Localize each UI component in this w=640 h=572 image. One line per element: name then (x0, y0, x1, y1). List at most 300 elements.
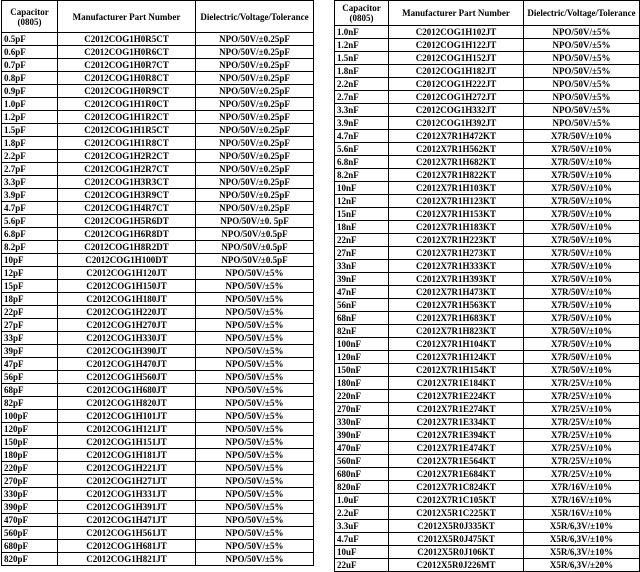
table-row (2, 215, 314, 228)
table-row (2, 462, 314, 475)
dielectric-cell: X7R/50V/±10% (524, 273, 640, 286)
part-number-cell: C2012COG1H272JT (389, 91, 524, 104)
dielectric-cell: NPO/50V/±5% (196, 540, 314, 553)
part-number-cell: C2012X7R1E184KT (389, 377, 524, 390)
table-row (2, 241, 314, 254)
table-row (335, 286, 640, 299)
part-number-cell: C2012X7R1H104KT (389, 338, 524, 351)
dielectric-cell: X7R/50V/±10% (524, 169, 640, 182)
part-number-cell: C2012X7R1H683KT (389, 312, 524, 325)
table-row (335, 234, 640, 247)
capacitance-cell: 22uF (335, 559, 389, 572)
part-number-cell: C2012X7R1E334KT (389, 416, 524, 429)
capacitance-cell: 27pF (2, 319, 58, 332)
table-row (335, 299, 640, 312)
table-row (335, 364, 640, 377)
table-row (335, 481, 640, 494)
part-number-cell: C2012X7R1C105KT (389, 494, 524, 507)
dielectric-cell: X7R/50V/±10% (524, 286, 640, 299)
dielectric-cell: NPO/50V/±0.5pF (196, 241, 314, 254)
dielectric-cell: X7R/50V/±10% (524, 221, 640, 234)
capacitance-cell: 120pF (2, 423, 58, 436)
dielectric-cell: NPO/50V/±5% (524, 26, 640, 39)
dielectric-cell: X7R/25V/±10% (524, 403, 640, 416)
dielectric-cell: NPO/50V/±5% (196, 306, 314, 319)
dielectric-cell: NPO/50V/±5% (196, 345, 314, 358)
part-number-cell: C2012X7R1H124KT (389, 351, 524, 364)
table-row (2, 33, 314, 46)
capacitance-cell: 330pF (2, 488, 58, 501)
part-number-cell: C2012COG1H222JT (389, 78, 524, 91)
dielectric-cell: NPO/50V/±5% (196, 527, 314, 540)
part-number-cell: C2012COG1H0R9CT (58, 85, 196, 98)
table-row (2, 423, 314, 436)
part-number-cell: C2012X7R1H273KT (389, 247, 524, 260)
part-number-cell: C2012X7R1E474KT (389, 442, 524, 455)
part-number-cell: C2012X7R1E274KT (389, 403, 524, 416)
table-row (2, 488, 314, 501)
capacitance-cell: 1.8pF (2, 137, 58, 150)
dielectric-cell: X7R/50V/±10% (524, 234, 640, 247)
capacitance-cell: 150pF (2, 436, 58, 449)
part-number-cell: C2012X5R0J335KT (389, 520, 524, 533)
dielectric-cell: NPO/50V/±5% (196, 267, 314, 280)
table-row (2, 540, 314, 553)
part-number-cell: C2012COG1H101JT (58, 410, 196, 423)
table-row (335, 390, 640, 403)
capacitance-cell: 220pF (2, 462, 58, 475)
capacitance-cell: 3.3uF (335, 520, 389, 533)
dielectric-cell: X7R/50V/±10% (524, 182, 640, 195)
part-number-cell: C2012X7R1H123KT (389, 195, 524, 208)
table-row (335, 182, 640, 195)
dielectric-cell: NPO/50V/±5% (524, 39, 640, 52)
table-row (335, 338, 640, 351)
table-row (2, 319, 314, 332)
table-row (2, 111, 314, 124)
table-row (335, 260, 640, 273)
dielectric-cell: NPO/50V/±5% (196, 423, 314, 436)
dielectric-cell: NPO/50V/±5% (196, 553, 314, 566)
part-number-cell: C2012X7R1H563KT (389, 299, 524, 312)
capacitance-cell: 180nF (335, 377, 389, 390)
part-number-cell: C2012X7R1H562KT (389, 143, 524, 156)
capacitance-cell: 0.7pF (2, 59, 58, 72)
capacitance-cell: 22pF (2, 306, 58, 319)
part-number-cell: C2012COG1H102JT (389, 26, 524, 39)
part-number-cell: C2012X7R1E684KT (389, 468, 524, 481)
capacitance-cell: 18nF (335, 221, 389, 234)
capacitance-cell: 12pF (2, 267, 58, 280)
table-row (2, 384, 314, 397)
dielectric-cell: X7R/25V/±10% (524, 468, 640, 481)
table-row (335, 91, 640, 104)
dielectric-cell: NPO/50V/±5% (196, 332, 314, 345)
capacitance-cell: 10nF (335, 182, 389, 195)
table-row (335, 117, 640, 130)
dielectric-cell: NPO/50V/±5% (524, 104, 640, 117)
dielectric-cell: X7R/50V/±10% (524, 130, 640, 143)
table-row (335, 130, 640, 143)
capacitance-cell: 47nF (335, 286, 389, 299)
capacitance-cell: 33pF (2, 332, 58, 345)
capacitance-cell: 3.9pF (2, 189, 58, 202)
capacitance-cell: 27nF (335, 247, 389, 260)
table-header-row (2, 1, 314, 33)
table-row (2, 293, 314, 306)
part-number-cell: C2012COG1H392JT (389, 117, 524, 130)
dielectric-cell: NPO/50V/±0.25pF (196, 189, 314, 202)
capacitance-cell: 2.2nF (335, 78, 389, 91)
table-row (2, 332, 314, 345)
dielectric-cell: NPO/50V/±0. 5pF (196, 215, 314, 228)
part-number-cell: C2012X7R1C824KT (389, 481, 524, 494)
table-row (2, 436, 314, 449)
header-dielectric: Dielectric/Voltage/Tolerance (196, 1, 314, 33)
capacitance-cell: 5.6pF (2, 215, 58, 228)
capacitance-cell: 1.0pF (2, 98, 58, 111)
table-row (335, 494, 640, 507)
table-row (335, 377, 640, 390)
capacitance-cell: 6.8pF (2, 228, 58, 241)
table-row (2, 98, 314, 111)
part-number-cell: C2012COG1H391JT (58, 501, 196, 514)
dielectric-cell: X7R/50V/±10% (524, 299, 640, 312)
capacitance-cell: 1.0nF (335, 26, 389, 39)
dielectric-cell: NPO/50V/±5% (196, 449, 314, 462)
capacitance-cell: 33nF (335, 260, 389, 273)
part-number-cell: C2012COG1H330JT (58, 332, 196, 345)
capacitance-cell: 10pF (2, 254, 58, 267)
capacitance-cell: 2.2pF (2, 150, 58, 163)
part-number-cell: C2012COG1H821JT (58, 553, 196, 566)
capacitance-cell: 150nF (335, 364, 389, 377)
capacitance-cell: 390nF (335, 429, 389, 442)
part-number-cell: C2012X5R1C225KT (389, 507, 524, 520)
table-body-left (2, 33, 314, 566)
part-number-cell: C2012COG1H820JT (58, 397, 196, 410)
table-row (335, 208, 640, 221)
dielectric-cell: X5R/6,3V/±10% (524, 520, 640, 533)
part-number-cell: C2012COG1H470JT (58, 358, 196, 371)
part-number-cell: C2012COG1H0R7CT (58, 59, 196, 72)
dielectric-cell: NPO/50V/±5% (196, 475, 314, 488)
part-number-cell: C2012COG1H270JT (58, 319, 196, 332)
capacitance-cell: 100nF (335, 338, 389, 351)
part-number-cell: C2012COG1H181JT (58, 449, 196, 462)
part-number-cell: C2012COG1H390JT (58, 345, 196, 358)
capacitance-cell: 18pF (2, 293, 58, 306)
dielectric-cell: NPO/50V/±5% (524, 91, 640, 104)
table-row (2, 137, 314, 150)
part-number-cell: C2012COG1H332JT (389, 104, 524, 117)
dielectric-cell: NPO/50V/±0.25pF (196, 202, 314, 215)
dielectric-cell: NPO/50V/±0.25pF (196, 46, 314, 59)
table-body-right (335, 26, 640, 572)
capacitance-cell: 120nF (335, 351, 389, 364)
capacitance-cell: 8.2pF (2, 241, 58, 254)
capacitance-cell: 270pF (2, 475, 58, 488)
dielectric-cell: X7R/50V/±10% (524, 364, 640, 377)
capacitance-cell: 12nF (335, 195, 389, 208)
capacitance-cell: 10uF (335, 546, 389, 559)
capacitance-cell: 6.8nF (335, 156, 389, 169)
dielectric-cell: NPO/50V/±5% (524, 52, 640, 65)
capacitance-cell: 820pF (2, 553, 58, 566)
header-package-label: (0805) (349, 13, 374, 23)
capacitance-cell: 220nF (335, 390, 389, 403)
capacitance-cell: 2.7pF (2, 163, 58, 176)
part-number-cell: C2012COG1H681JT (58, 540, 196, 553)
part-number-cell: C2012COG1H471JT (58, 514, 196, 527)
capacitance-cell: 390pF (2, 501, 58, 514)
capacitance-cell: 470pF (2, 514, 58, 527)
part-number-cell: C2012COG1H0R5CT (58, 33, 196, 46)
table-row (2, 189, 314, 202)
header-package-label: (0805) (17, 16, 42, 27)
capacitance-cell: 3.3pF (2, 176, 58, 189)
capacitance-cell: 15nF (335, 208, 389, 221)
dielectric-cell: X7R/16V/±10% (524, 494, 640, 507)
capacitance-cell: 68nF (335, 312, 389, 325)
part-number-cell: C2012COG1H0R8CT (58, 72, 196, 85)
capacitance-cell: 47pF (2, 358, 58, 371)
part-number-cell: C2012X7R1E394KT (389, 429, 524, 442)
capacitor-table-left (1, 0, 314, 566)
dielectric-cell: X7R/50V/±10% (524, 351, 640, 364)
part-number-cell: C2012X7R1H473KT (389, 286, 524, 299)
dielectric-cell: NPO/50V/±5% (524, 117, 640, 130)
header-part-number: Manufacturer Part Number (389, 1, 524, 26)
table-row (2, 514, 314, 527)
dielectric-cell: X7R/50V/±10% (524, 156, 640, 169)
capacitance-cell: 680nF (335, 468, 389, 481)
capacitance-cell: 680pF (2, 540, 58, 553)
part-number-cell: C2012X7R1H333KT (389, 260, 524, 273)
table-row (335, 195, 640, 208)
capacitance-cell: 1.2pF (2, 111, 58, 124)
part-number-cell: C2012COG1H150JT (58, 280, 196, 293)
dielectric-cell: X7R/16V/±10% (524, 481, 640, 494)
dielectric-cell: X5R/6,3V/±10% (524, 546, 640, 559)
part-number-cell: C2012X7R1H183KT (389, 221, 524, 234)
table-row (2, 176, 314, 189)
table-row (335, 520, 640, 533)
table-row (335, 39, 640, 52)
capacitance-cell: 560nF (335, 455, 389, 468)
capacitance-cell: 56pF (2, 371, 58, 384)
capacitance-cell: 82pF (2, 397, 58, 410)
dielectric-cell: X7R/50V/±10% (524, 338, 640, 351)
header-capacitor-label: Capacitor (10, 6, 49, 17)
capacitance-cell: 56nF (335, 299, 389, 312)
part-number-cell: C2012COG1H271JT (58, 475, 196, 488)
dielectric-cell: X7R/50V/±10% (524, 208, 640, 221)
table-row (335, 143, 640, 156)
part-number-cell: C2012COG1H1R8CT (58, 137, 196, 150)
dielectric-cell: X7R/25V/±10% (524, 442, 640, 455)
capacitance-cell: 39pF (2, 345, 58, 358)
header-part-number: Manufacturer Part Number (58, 1, 196, 33)
dielectric-cell: NPO/50V/±5% (196, 397, 314, 410)
dielectric-cell: NPO/50V/±0.25pF (196, 163, 314, 176)
table-row (2, 267, 314, 280)
dielectric-cell: NPO/50V/±5% (196, 410, 314, 423)
dielectric-cell: NPO/50V/±5% (524, 78, 640, 91)
dielectric-cell: NPO/50V/±0.25pF (196, 111, 314, 124)
table-row (2, 527, 314, 540)
table-row (335, 507, 640, 520)
table-row (335, 442, 640, 455)
table-row (2, 85, 314, 98)
dielectric-cell: X7R/25V/±10% (524, 377, 640, 390)
dielectric-cell: NPO/50V/±0.25pF (196, 72, 314, 85)
table-row (2, 228, 314, 241)
table-row (2, 72, 314, 85)
part-number-cell: C2012COG1H1R0CT (58, 98, 196, 111)
dielectric-cell: X7R/50V/±10% (524, 247, 640, 260)
part-number-cell: C2012COG1H121JT (58, 423, 196, 436)
part-number-cell: C2012X5R0J226MT (389, 559, 524, 572)
capacitor-table-right (334, 0, 640, 572)
dielectric-cell: NPO/50V/±5% (196, 514, 314, 527)
dielectric-cell: NPO/50V/±5% (196, 488, 314, 501)
part-number-cell: C2012COG1H152JT (389, 52, 524, 65)
table-row (335, 221, 640, 234)
part-number-cell: C2012COG1H221JT (58, 462, 196, 475)
table-row (2, 59, 314, 72)
capacitance-cell: 330nF (335, 416, 389, 429)
part-number-cell: C2012COG1H561JT (58, 527, 196, 540)
dielectric-cell: X7R/25V/±10% (524, 416, 640, 429)
dielectric-cell: NPO/50V/±0.25pF (196, 124, 314, 137)
table-row (2, 150, 314, 163)
capacitance-cell: 22nF (335, 234, 389, 247)
dielectric-cell: NPO/50V/±5% (196, 358, 314, 371)
part-number-cell: C2012COG1H2R7CT (58, 163, 196, 176)
dielectric-cell: NPO/50V/±5% (196, 384, 314, 397)
table-row (335, 78, 640, 91)
table-row (2, 501, 314, 514)
part-number-cell: C2012COG1H5R6DT (58, 215, 196, 228)
dielectric-cell: NPO/50V/±5% (524, 65, 640, 78)
table-row (2, 254, 314, 267)
table-row (2, 358, 314, 371)
table-header-row (335, 1, 640, 26)
capacitance-cell: 2.2uF (335, 507, 389, 520)
part-number-cell: C2012COG1H1R2CT (58, 111, 196, 124)
part-number-cell: C2012X7R1H822KT (389, 169, 524, 182)
dielectric-cell: NPO/50V/±0.25pF (196, 98, 314, 111)
capacitance-cell: 2.7nF (335, 91, 389, 104)
table-row (2, 306, 314, 319)
part-number-cell: C2012COG1H331JT (58, 488, 196, 501)
part-number-cell: C2012COG1H3R9CT (58, 189, 196, 202)
capacitance-cell: 820nF (335, 481, 389, 494)
dielectric-cell: NPO/50V/±0.25pF (196, 176, 314, 189)
table-row (2, 553, 314, 566)
part-number-cell: C2012COG1H0R6CT (58, 46, 196, 59)
capacitance-cell: 3.3nF (335, 104, 389, 117)
capacitance-cell: 180pF (2, 449, 58, 462)
capacitance-cell: 1.2nF (335, 39, 389, 52)
part-number-cell: C2012COG1H4R7CT (58, 202, 196, 215)
dielectric-cell: NPO/50V/±5% (196, 436, 314, 449)
capacitance-cell: 4.7pF (2, 202, 58, 215)
dielectric-cell: X5R/16V/±10% (524, 507, 640, 520)
table-row (2, 345, 314, 358)
table-row (2, 163, 314, 176)
table-row (335, 26, 640, 39)
capacitance-cell: 82nF (335, 325, 389, 338)
table-row (335, 403, 640, 416)
part-number-cell: C2012COG1H680JT (58, 384, 196, 397)
part-number-cell: C2012COG1H122JT (389, 39, 524, 52)
capacitance-cell: 270nF (335, 403, 389, 416)
part-number-cell: C2012X7R1H103KT (389, 182, 524, 195)
part-number-cell: C2012COG1H100DT (58, 254, 196, 267)
part-number-cell: C2012X5R0J475KT (389, 533, 524, 546)
header-capacitor-label: Capacitor (342, 3, 381, 13)
table-row (335, 312, 640, 325)
dielectric-cell: NPO/50V/±0.25pF (196, 59, 314, 72)
dielectric-cell: NPO/50V/±0.25pF (196, 150, 314, 163)
part-number-cell: C2012X7R1H153KT (389, 208, 524, 221)
capacitance-cell: 1.5pF (2, 124, 58, 137)
part-number-cell: C2012COG1H8R2DT (58, 241, 196, 254)
table-row (335, 247, 640, 260)
part-number-cell: C2012X7R1H682KT (389, 156, 524, 169)
table-row (335, 104, 640, 117)
table-row (335, 65, 640, 78)
dielectric-cell: X5R/6,3V/±10% (524, 533, 640, 546)
dielectric-cell: NPO/50V/±5% (196, 462, 314, 475)
capacitance-cell: 1.0uF (335, 494, 389, 507)
table-row (2, 202, 314, 215)
table-row (335, 156, 640, 169)
capacitance-cell: 470nF (335, 442, 389, 455)
dielectric-cell: X7R/50V/±10% (524, 260, 640, 273)
dielectric-cell: NPO/50V/±5% (196, 293, 314, 306)
table-row (335, 468, 640, 481)
part-number-cell: C2012COG1H3R3CT (58, 176, 196, 189)
capacitance-cell: 0.8pF (2, 72, 58, 85)
part-number-cell: C2012COG1H151JT (58, 436, 196, 449)
part-number-cell: C2012X7R1H823KT (389, 325, 524, 338)
dielectric-cell: NPO/50V/±5% (196, 371, 314, 384)
part-number-cell: C2012X7R1H223KT (389, 234, 524, 247)
dielectric-cell: X7R/50V/±10% (524, 195, 640, 208)
part-number-cell: C2012COG1H2R2CT (58, 150, 196, 163)
table-row (335, 273, 640, 286)
table-row (2, 449, 314, 462)
capacitance-cell: 5.6nF (335, 143, 389, 156)
part-number-cell: C2012COG1H180JT (58, 293, 196, 306)
dielectric-cell: NPO/50V/±0.5pF (196, 254, 314, 267)
dielectric-cell: NPO/50V/±5% (196, 280, 314, 293)
dielectric-cell: X7R/25V/±10% (524, 455, 640, 468)
part-number-cell: C2012COG1H560JT (58, 371, 196, 384)
capacitance-cell: 0.5pF (2, 33, 58, 46)
dielectric-cell: NPO/50V/±5% (196, 501, 314, 514)
part-number-cell: C2012COG1H182JT (389, 65, 524, 78)
header-capacitor (2, 1, 58, 33)
part-number-cell: C2012X7R1H472KT (389, 130, 524, 143)
table-row (335, 325, 640, 338)
capacitance-cell: 8.2nF (335, 169, 389, 182)
part-number-cell: C2012COG1H6R8DT (58, 228, 196, 241)
capacitance-cell: 0.6pF (2, 46, 58, 59)
